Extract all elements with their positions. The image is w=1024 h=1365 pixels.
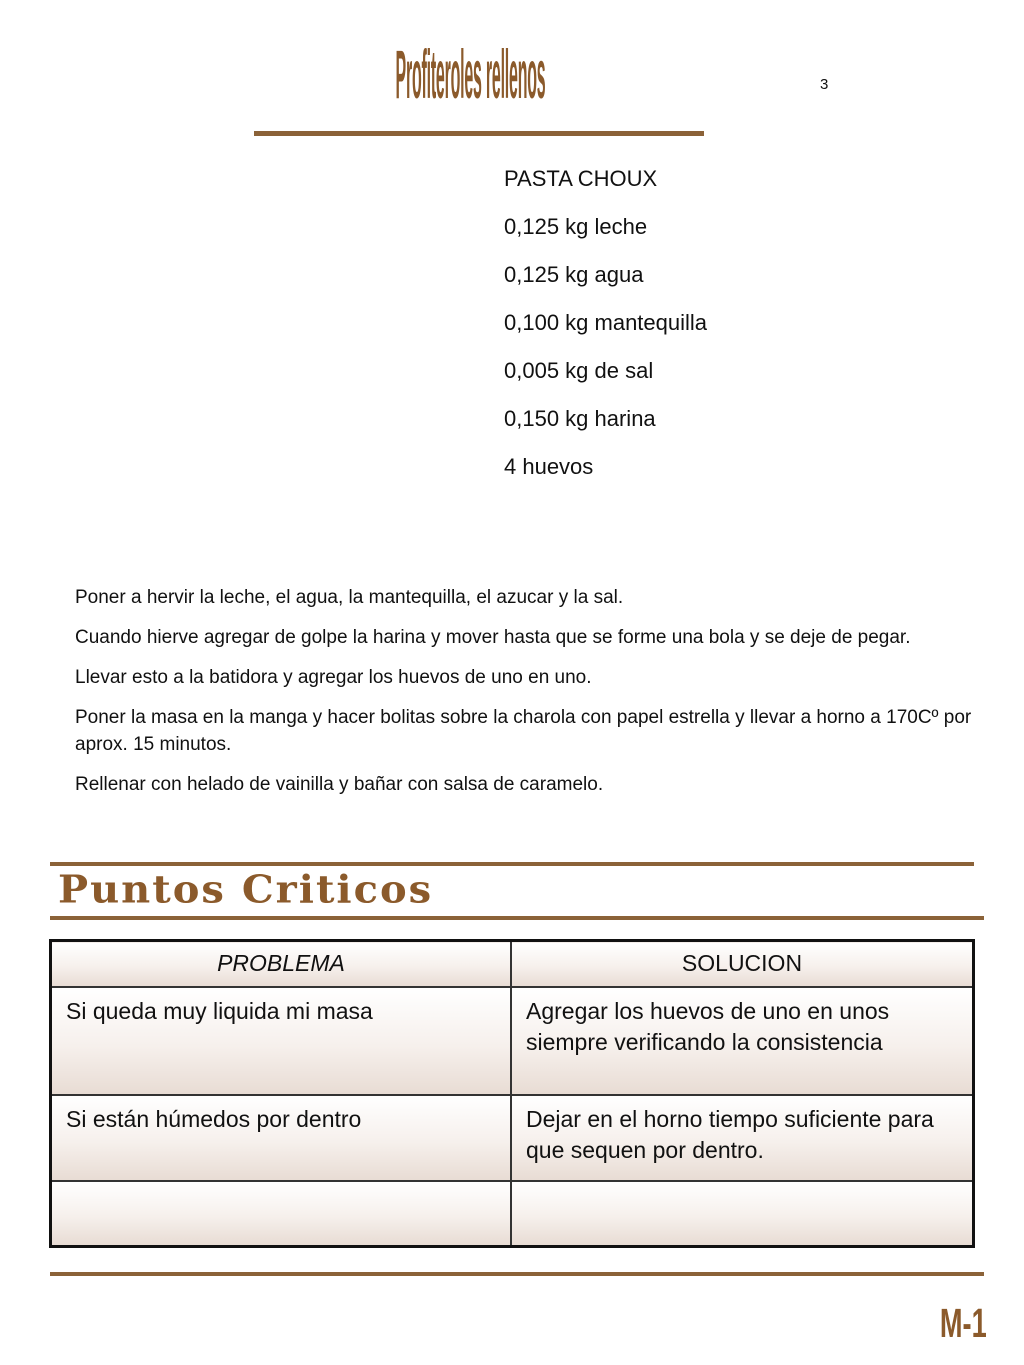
section-title: Puntos Criticos <box>58 867 434 912</box>
footer-rule <box>50 1272 984 1276</box>
ingredient-item: 0,125 kg agua <box>504 262 644 287</box>
step-paragraph: Rellenar con helado de vainilla y bañar con salsa de caramelo. <box>75 774 604 795</box>
ingredient-item: 0,100 kg mantequilla <box>504 310 708 335</box>
ingredient-item: 0,005 kg de sal <box>504 358 654 383</box>
preparation-steps <box>75 584 985 811</box>
ingredient-item: 0,150 kg harina <box>504 406 656 431</box>
section-rule-top <box>50 862 974 866</box>
step-paragraph: Poner a hervir la leche, el agua, la mantequilla, el azucar y la sal. <box>75 587 624 608</box>
ingredient-list <box>504 164 707 500</box>
solution-cell <box>511 1181 974 1247</box>
table-row <box>51 1095 974 1181</box>
solution-cell: Agregar los huevos de uno en unos siempre verificando la consistencia <box>511 987 974 1095</box>
title-underline <box>254 131 704 136</box>
section-rule-bottom <box>50 916 984 920</box>
table-row <box>51 1181 974 1247</box>
page-title <box>320 30 620 125</box>
step-paragraph: Cuando hierve agregar de golpe la harina y mover hasta que se forme una bola y se deje de pegar. <box>75 627 911 648</box>
problem-cell: Si queda muy liquida mi masa <box>51 987 512 1095</box>
table-row <box>51 987 974 1095</box>
step-paragraph: Poner la masa en la manga y hacer bolitas sobre la charola con papel estrella y llevar a horno a 170Cº por aprox. 15 minutos. <box>75 707 972 755</box>
footer-label <box>928 1300 998 1347</box>
ingredient-item: 0,125 kg leche <box>504 214 648 239</box>
critical-points-table <box>49 939 975 1248</box>
table-header-row <box>51 941 974 987</box>
ingredient-item: 4 huevos <box>504 454 594 479</box>
footer-label-text: M-1 <box>939 1300 987 1347</box>
ingredient-heading: PASTA CHOUX <box>504 166 658 191</box>
problem-cell <box>51 1181 512 1247</box>
solution-cell: Dejar en el horno tiempo suficiente para que sequen por dentro. <box>511 1095 974 1181</box>
page-title-text: Profiteroles rellenos <box>395 38 545 115</box>
header-problem: PROBLEMA <box>51 941 512 987</box>
header-solution: SOLUCION <box>511 941 974 987</box>
problem-cell: Si están húmedos por dentro <box>51 1095 512 1181</box>
page-number: 3 <box>820 76 829 93</box>
step-paragraph: Llevar esto a la batidora y agregar los huevos de uno en uno. <box>75 667 592 688</box>
